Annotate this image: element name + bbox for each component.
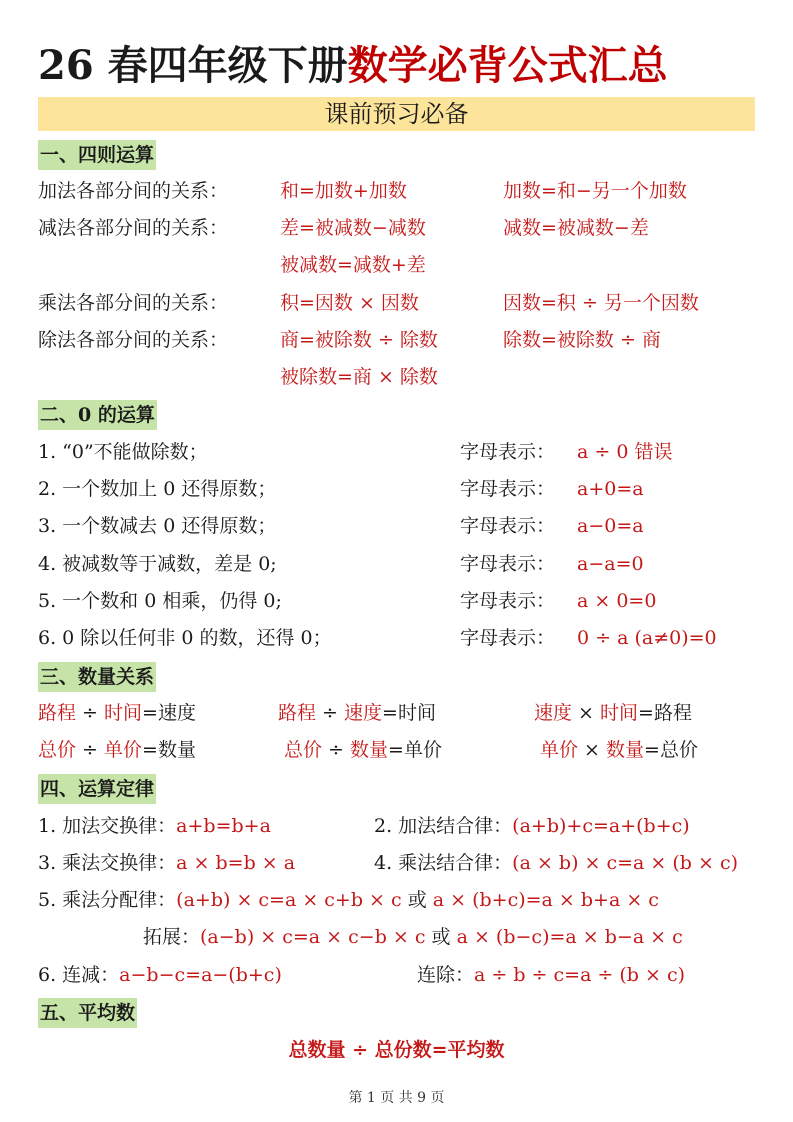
sub-formula-1: 差=被减数−减数: [280, 217, 426, 239]
law-label: 4. 乘法结合律：: [374, 852, 513, 874]
add-label: 加法各部分间的关系：: [38, 180, 229, 202]
term: 路程: [278, 702, 317, 724]
div-formula-1: 商=被除数 ÷ 除数: [280, 329, 438, 351]
law-label: 2. 加法结合律：: [374, 815, 513, 837]
zero-formula-4: a−a=0: [577, 553, 644, 575]
section-heading-quantity: 三、数量关系: [38, 662, 156, 692]
term: 数量: [606, 739, 645, 761]
term: 时间: [104, 702, 143, 724]
sub-label: 减法各部分间的关系：: [38, 217, 229, 239]
mul-formula-2: 因数=积 ÷ 另一个因数: [503, 292, 699, 314]
quantity-relation-6: [540, 736, 698, 764]
banner-text: 课前预习必备: [324, 100, 469, 128]
mul-label: 乘法各部分间的关系：: [38, 292, 229, 314]
term: 路程: [38, 702, 77, 724]
letter-label: 字母表示：: [460, 590, 556, 612]
zero-rule-3: 3. 一个数减去 0 还得原数；: [38, 515, 277, 537]
zero-formula-2: a+0=a: [577, 478, 644, 500]
law-5-extension: [143, 923, 683, 951]
zero-rule-1: 1. “0”不能做除数；: [38, 441, 208, 463]
term: 速度: [534, 702, 573, 724]
average-formula: 总数量 ÷ 总份数=平均数: [288, 1039, 505, 1061]
law-label: 6. 连减：: [38, 964, 120, 986]
operator: ×: [572, 702, 601, 724]
section-heading-laws: 四、运算定律: [38, 774, 156, 804]
quantity-relation-5: [284, 736, 442, 764]
law-formula: (a+b) × c=a × c+b × c: [176, 889, 402, 911]
section-heading-zero: 二、0 的运算: [38, 400, 157, 430]
operator: ×: [578, 739, 607, 761]
quantity-relation-4: [38, 736, 196, 764]
div-formula-3: 被除数=商 × 除数: [280, 366, 438, 388]
term: 总价: [284, 739, 323, 761]
result: =路程: [638, 702, 692, 724]
letter-label: 字母表示：: [460, 515, 556, 537]
result: =速度: [142, 702, 196, 724]
term: 速度: [344, 702, 383, 724]
title-red: 数学必背公式汇总: [347, 42, 668, 89]
law-formula: a × (b−c)=a × b−a × c: [456, 926, 683, 948]
law-5: [38, 886, 659, 914]
zero-rule-4: 4. 被减数等于减数，差是 0;: [38, 553, 277, 575]
law-formula: a × b=b × a: [176, 852, 296, 874]
or-word: 或: [401, 889, 433, 911]
law-label: 5. 乘法分配律：: [38, 889, 177, 911]
operator: ÷: [76, 739, 105, 761]
operator: ÷: [76, 702, 105, 724]
law-formula: a+b=b+a: [176, 815, 271, 837]
sub-formula-2: 减数=被减数−差: [503, 217, 649, 239]
result: =单价: [388, 739, 442, 761]
quantity-relation-1: [38, 699, 196, 727]
letter-label: 字母表示：: [460, 627, 556, 649]
quantity-relation-2: [278, 699, 436, 727]
term: 总价: [38, 739, 77, 761]
law-label: 1. 加法交换律：: [38, 815, 177, 837]
sub-formula-3: 被减数=减数+差: [280, 254, 426, 276]
result: =总价: [644, 739, 698, 761]
term: 单价: [104, 739, 143, 761]
operator: ÷: [322, 739, 351, 761]
div-formula-2: 除数=被除数 ÷ 商: [503, 329, 661, 351]
law-formula: a × (b+c)=a × b+a × c: [432, 889, 659, 911]
letter-label: 字母表示：: [460, 478, 556, 500]
law-formula: (a−b) × c=a × c−b × c: [200, 926, 426, 948]
law-7: [417, 961, 685, 989]
law-formula: a−b−c=a−(b+c): [119, 964, 282, 986]
law-label: 3. 乘法交换律：: [38, 852, 177, 874]
law-formula: a ÷ b ÷ c=a ÷ (b × c): [474, 964, 686, 986]
section-heading-average: 五、平均数: [38, 998, 137, 1028]
law-label: 连除：: [417, 964, 475, 986]
result: =数量: [142, 739, 196, 761]
div-label: 除法各部分间的关系：: [38, 329, 229, 351]
section-heading-arithmetic: 一、四则运算: [38, 140, 156, 170]
banner: [38, 97, 755, 131]
term: 时间: [600, 702, 639, 724]
law-formula: (a+b)+c=a+(b+c): [512, 815, 690, 837]
term: 单价: [540, 739, 579, 761]
page-number: 第 1 页 共 9 页: [348, 1090, 445, 1106]
law-6: [38, 961, 282, 989]
or-word: 或: [425, 926, 457, 948]
mul-formula-1: 积=因数 × 因数: [280, 292, 419, 314]
zero-formula-5: a × 0=0: [577, 590, 657, 612]
operator: ÷: [316, 702, 345, 724]
law-4: [374, 849, 738, 877]
add-formula-2: 加数=和−另一个加数: [503, 180, 687, 202]
page-title: [38, 38, 668, 94]
zero-formula-3: a−0=a: [577, 515, 644, 537]
law-2: [374, 812, 690, 840]
zero-formula-1: a ÷ 0 错误: [577, 441, 673, 463]
term: 数量: [350, 739, 389, 761]
law-formula: (a × b) × c=a × (b × c): [512, 852, 739, 874]
law-1: [38, 812, 271, 840]
title-black: 26 春四年级下册: [38, 42, 348, 89]
add-formula-1: 和=加数+加数: [280, 180, 407, 202]
letter-label: 字母表示：: [460, 441, 556, 463]
zero-formula-6: 0 ÷ a (a≠0)=0: [577, 627, 717, 649]
quantity-relation-3: [534, 699, 692, 727]
zero-rule-6: 6. 0 除以任何非 0 的数，还得 0；: [38, 627, 332, 649]
letter-label: 字母表示：: [460, 553, 556, 575]
law-label: 拓展：: [143, 926, 201, 948]
result: =时间: [382, 702, 436, 724]
law-3: [38, 849, 295, 877]
zero-rule-5: 5. 一个数和 0 相乘，仍得 0;: [38, 590, 282, 612]
zero-rule-2: 2. 一个数加上 0 还得原数；: [38, 478, 277, 500]
